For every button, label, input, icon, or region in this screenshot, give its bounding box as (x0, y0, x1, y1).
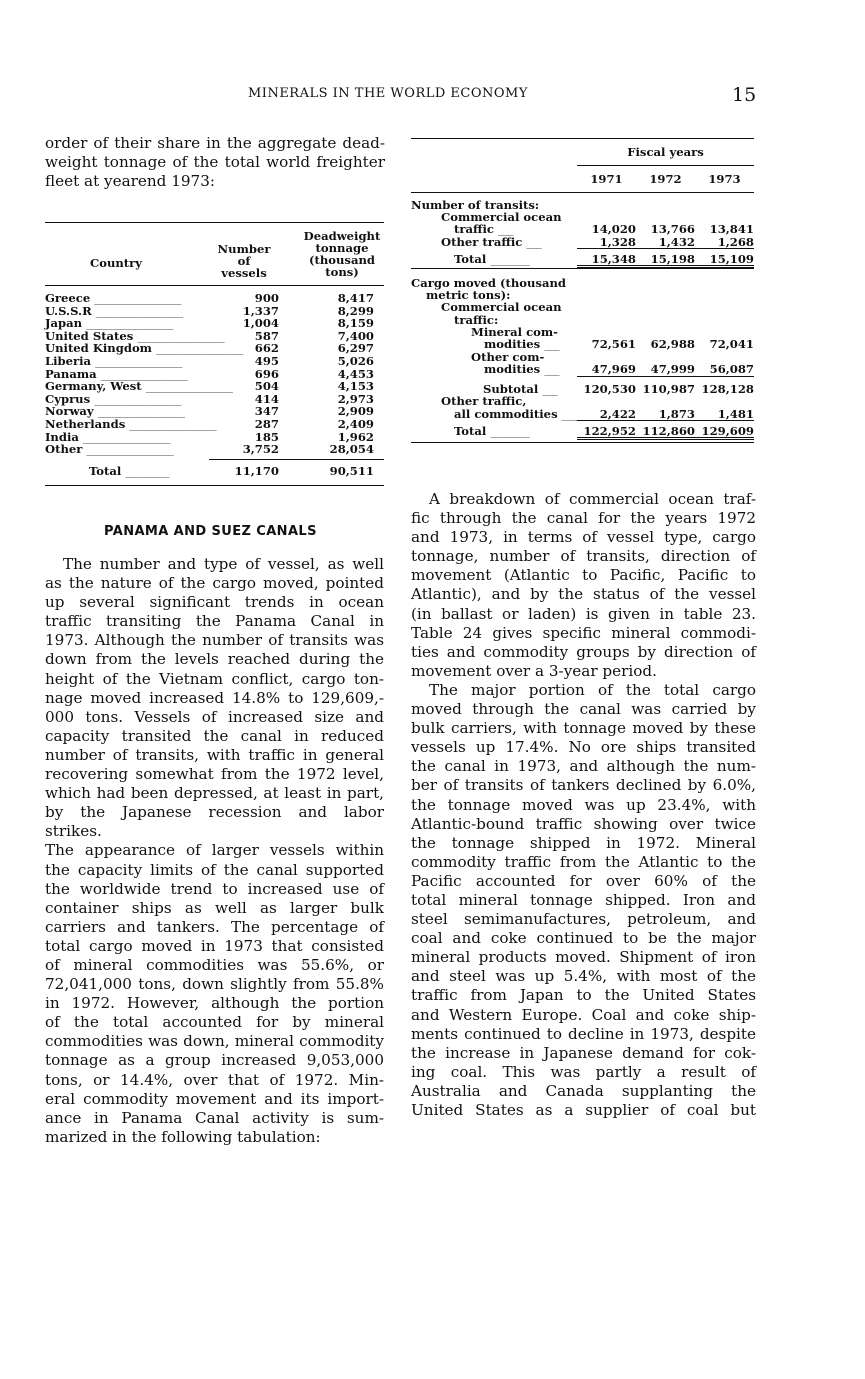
col-header-tonnage: (thousand (308, 253, 375, 267)
text-line: and 1973, in terms of vessel type, cargo (411, 528, 756, 547)
vessel-count: 3,752 (242, 442, 279, 457)
row-label: Total (454, 251, 487, 266)
text-line: the capacity limits of the canal supported (45, 860, 384, 879)
value-1971: 122,952 (583, 423, 636, 438)
intro-line: order of their share in the aggregate dead- (45, 134, 385, 152)
left-intro (45, 134, 385, 191)
value-1972: 13,766 (650, 222, 695, 237)
text-line: movement (Atlantic to Pacific, Pacific to (411, 566, 756, 585)
page-number: 15 (732, 84, 757, 106)
table-row: Subtotal ___ 120,530 110,987 128,128 (483, 382, 754, 397)
value-1973: 1,481 (717, 406, 754, 421)
country-name: Norway (45, 404, 94, 419)
country-name: Netherlands (45, 416, 126, 431)
value-1972: 15,198 (650, 251, 695, 266)
text-line: 000 tons. Vessels of increased size and (45, 707, 384, 726)
table-row: Other __________________ 3,752 28,054 (45, 442, 374, 457)
country-name: Panama (45, 366, 97, 381)
tonnage-value: 2,409 (337, 416, 374, 431)
text-line: down from the levels reached during the (45, 650, 384, 669)
text-line: as the nature of the cargo moved, pointed (45, 574, 384, 593)
value-1973 (695, 289, 754, 301)
country-name: Other (45, 442, 83, 457)
text-line: fic through the canal for the years 1972 (411, 509, 756, 528)
value-1973 (695, 395, 754, 407)
total-vessels: 11,170 (234, 463, 279, 478)
text-line: movement over a 3-year period. (411, 661, 657, 680)
vessel-count: 1,337 (242, 303, 279, 318)
col-header-tonnage: tonnage (315, 241, 369, 255)
country-name: United Kingdom (45, 341, 152, 356)
text-line: the tonnage moved was up 23.4%, with (411, 795, 756, 814)
left-body-text (45, 555, 384, 1147)
text-line: ments continued to decline in 1973, despite (411, 1024, 756, 1043)
table-row: modities ___ 47,969 47,999 56,087 (484, 362, 754, 377)
value-1971 (577, 395, 636, 407)
value-1973: 129,609 (701, 423, 754, 438)
tonnage-value: 8,159 (337, 316, 374, 331)
value-1973 (695, 314, 754, 326)
row-label: Cargo moved (thousand (411, 276, 566, 291)
text-line: nage moved increased 14.8% to 129,609,- (45, 688, 384, 707)
row-label: Mineral com- (471, 324, 558, 339)
value-1973: 56,087 (709, 362, 754, 377)
value-1971: 1,328 (599, 234, 636, 249)
row-label: Total (454, 423, 487, 438)
text-line: vessels up 17.4%. No ore ships transited (411, 738, 756, 757)
text-line: carriers and tankers. The percentage of (45, 917, 384, 936)
value-1972: 1,432 (658, 234, 695, 249)
vessel-count: 900 (254, 291, 279, 305)
table-row: Liberia __________________ 495 5,026 (45, 353, 374, 368)
fiscal-years-table (411, 138, 754, 443)
col-header-tonnage: Deadweight (303, 229, 381, 243)
intro-line: weight tonnage of the total world freighter (45, 153, 385, 172)
text-line: of mineral commodities was 55.6%, or (45, 955, 384, 974)
text-line: steel semimanufactures, petroleum, and (411, 910, 756, 929)
value-1973: 1,268 (717, 234, 754, 249)
value-1971 (577, 289, 636, 301)
table-row (411, 326, 754, 338)
text-line: Atlantic-bound traffic showing over twice (411, 814, 756, 833)
value-1972: 1,873 (658, 406, 695, 421)
value-1972: 112,860 (642, 423, 695, 438)
tonnage-value: 4,153 (337, 379, 374, 394)
row-label: Subtotal (483, 382, 539, 397)
running-header: MINERALS IN THE WORLD ECONOMY (248, 86, 528, 101)
text-line: Australia and Canada supplanting the (411, 1081, 756, 1100)
text-line: the tonnage shipped in 1972. Mineral (411, 833, 756, 852)
text-line: number of transits, with traffic in general (45, 745, 384, 764)
country-name: Greece (45, 291, 91, 305)
row-label: Other traffic, (441, 394, 527, 409)
value-1971 (577, 301, 636, 313)
value-1972: 62,988 (650, 337, 695, 352)
text-line: The number and type of vessel, as well (63, 555, 384, 573)
text-line: total mineral tonnage shipped. Iron and (411, 890, 756, 909)
value-1971 (577, 277, 636, 289)
text-line: and steel was up 5.4%, with most of the (411, 967, 756, 986)
table-row: all commodities ___ 2,422 1,873 1,481 (454, 406, 754, 421)
text-line: moved through the canal was carried by (411, 700, 756, 719)
value-1973 (695, 277, 754, 289)
country-name: United States (45, 328, 134, 343)
value-1972 (636, 301, 695, 313)
right-body-text (411, 490, 756, 1120)
vessel-count: 662 (254, 341, 279, 356)
vessel-count: 1,004 (242, 316, 279, 331)
value-1971: 120,530 (583, 382, 636, 397)
total-tonnage: 90,511 (329, 463, 374, 478)
text-line: Pacific accounted for over 60% of the (411, 871, 756, 890)
text-line: traffic transiting the Panama Canal in (45, 612, 384, 631)
row-label: modities (484, 362, 541, 377)
text-line: A breakdown of commercial ocean traf- (429, 490, 756, 508)
row-label: traffic (454, 222, 494, 237)
row-label: modities (484, 337, 541, 352)
col-header-country: Country (89, 256, 143, 270)
value-1971 (577, 199, 636, 211)
vessel-count: 495 (254, 353, 279, 368)
value-1972: 110,987 (642, 382, 695, 397)
row-label: traffic: (454, 312, 499, 327)
intro-line: fleet at yearend 1973: (45, 172, 215, 191)
value-1971: 2,422 (599, 406, 636, 421)
vessel-count: 414 (254, 391, 279, 406)
value-1973: 13,841 (709, 222, 754, 237)
value-1972 (636, 289, 695, 301)
text-line: the canal in 1973, and although the num- (411, 757, 756, 776)
text-line: traffic from Japan to the United States (411, 986, 756, 1005)
row-label: Other traffic (441, 234, 523, 249)
table-header (45, 223, 384, 285)
table-row: Other traffic ___ 1,328 1,432 1,268 (441, 234, 754, 249)
table-row: Netherlands __________________ 287 2,409 (45, 416, 374, 431)
tonnage-value: 2,973 (337, 391, 374, 406)
table-row: Total ________ 122,952 112,860 129,609 (454, 423, 754, 438)
row-label: metric tons): (426, 288, 511, 303)
vessel-count: 185 (254, 429, 279, 444)
country-name: U.S.S.R (45, 303, 92, 318)
country-name: Japan (45, 316, 83, 331)
value-1973 (695, 199, 754, 211)
text-line: recovering somewhat from the 1972 level, (45, 765, 384, 784)
table-row: modities ___ 72,561 62,988 72,041 (484, 337, 754, 352)
table-row (411, 351, 754, 363)
year-1971: 1971 (590, 172, 623, 186)
text-line: mineral products moved. Shipment of iron (411, 948, 756, 967)
text-line: commodity traffic from the Atlantic to the (411, 852, 756, 871)
vessel-count: 696 (254, 366, 279, 381)
value-1972 (636, 277, 695, 289)
value-1971: 47,969 (591, 362, 636, 377)
country-name: Liberia (45, 353, 92, 368)
table-row: Total ________ 15,348 15,198 15,109 (454, 251, 754, 266)
text-line: The appearance of larger vessels within (45, 841, 384, 860)
table-row: United Kingdom __________________ 662 6,297 (45, 341, 374, 356)
value-1971: 72,561 (591, 337, 636, 352)
text-line: coal and coke continued to be the major (411, 929, 756, 948)
year-header-row (411, 166, 754, 192)
value-1973: 72,041 (709, 337, 754, 352)
text-line: ber of transits of tankers declined by 6.0%, (411, 776, 756, 795)
text-line: commodities was down, mineral commodity (45, 1032, 384, 1051)
year-1973: 1973 (708, 172, 741, 186)
text-line: tons, or 14.4%, over that of 1972. Min- (45, 1070, 384, 1089)
table-row: Cyprus __________________ 414 2,973 (45, 391, 374, 406)
text-line: eral commodity movement and its import- (45, 1089, 384, 1108)
tonnage-value: 4,453 (337, 366, 374, 381)
row-label: Number of transits: (411, 198, 540, 212)
table-row: Japan __________________ 1,004 8,159 (45, 316, 374, 331)
value-1972 (636, 314, 695, 326)
tonnage-value: 28,054 (329, 442, 374, 457)
value-1972 (636, 395, 695, 407)
section-heading: PANAMA AND SUEZ CANALS (104, 524, 317, 539)
table-row: traffic ___ 14,020 13,766 13,841 (454, 222, 754, 237)
tonnage-value: 5,026 (337, 353, 374, 368)
text-line: of the total accounted for by mineral (45, 1013, 384, 1032)
row-label: all commodities (454, 406, 558, 421)
value-1972: 47,999 (650, 362, 695, 377)
table-row: Greece __________________ 900 8,417 (45, 291, 374, 305)
col-header-vessels: of (237, 254, 251, 268)
table-row: Norway __________________ 347 2,909 (45, 404, 374, 419)
text-line: height of the Vietnam conflict, cargo ton- (45, 669, 384, 688)
text-line: which had been depressed, at least in part, (45, 784, 384, 803)
value-1973 (695, 301, 754, 313)
value-1971: 14,020 (591, 222, 636, 237)
text-line: tonnage, number of transits, direction of (411, 547, 756, 566)
text-line: the increase in Japanese demand for cok- (411, 1043, 756, 1062)
table-row: Germany, West __________________ 504 4,153 (45, 379, 374, 394)
tonnage-value: 8,299 (337, 303, 374, 318)
value-1972 (636, 199, 695, 211)
text-line: bulk carriers, with tonnage moved by these (411, 719, 756, 738)
table-row: U.S.S.R __________________ 1,337 8,299 (45, 303, 374, 318)
country-name: India (45, 429, 79, 444)
vessel-count: 504 (254, 379, 279, 394)
tonnage-value: 7,400 (337, 328, 374, 343)
table-row: Panama __________________ 696 4,453 (45, 366, 374, 381)
col-header-vessels: vessels (221, 266, 267, 280)
text-line: 72,041,000 tons, down slightly from 55.8% (45, 975, 384, 994)
tonnage-value: 8,417 (337, 291, 374, 305)
year-1972: 1972 (649, 172, 682, 186)
table-row: India __________________ 185 1,962 (45, 429, 374, 444)
text-line: Atlantic), and by the status of the vessel (411, 585, 756, 604)
fiscal-years-header: Fiscal years (627, 145, 704, 159)
tonnage-value: 2,909 (337, 404, 374, 419)
row-label: Commercial ocean (441, 210, 562, 225)
text-line: container ships as well as larger bulk (45, 898, 384, 917)
value-1971: 15,348 (591, 251, 636, 266)
text-line: ing coal. This was partly a result of (411, 1062, 756, 1081)
value-1971 (577, 314, 636, 326)
text-line: 1973. Although the number of transits was (45, 631, 384, 650)
vessel-count: 587 (254, 328, 279, 343)
table-row (411, 314, 754, 326)
col-header-tonnage: tons) (325, 265, 359, 279)
text-line: marized in the following tabulation: (45, 1127, 321, 1146)
tonnage-value: 1,962 (337, 429, 374, 444)
text-line: by the Japanese recession and labor strikes. (45, 803, 384, 841)
text-line: ties and commodity groups by direction of (411, 642, 756, 661)
row-label: Other com- (471, 350, 545, 365)
text-line: Table 24 gives specific mineral commodi- (411, 623, 756, 642)
text-line: capacity transited the canal in reduced (45, 726, 384, 745)
country-name: Cyprus (45, 391, 91, 406)
text-line: (in ballast or laden) is given in table 23. (411, 604, 756, 623)
text-line: in 1972. However, although the portion (45, 994, 384, 1013)
vessel-count: 287 (254, 416, 279, 431)
vessel-count: 347 (254, 404, 279, 419)
text-line: The major portion of the total cargo (429, 680, 756, 699)
tonnage-value: 6,297 (337, 341, 374, 356)
col-header-vessels: Number (217, 242, 271, 256)
text-line: ance in Panama Canal activity is sum- (45, 1108, 384, 1127)
table-total-row: Total _________ 11,170 90,511 (89, 463, 374, 478)
text-line: up several significant trends in ocean (45, 593, 384, 612)
value-1973: 128,128 (701, 382, 754, 397)
country-tonnage-table (45, 222, 384, 486)
value-1973: 15,109 (709, 251, 754, 266)
text-line: total cargo moved in 1973 that consisted (45, 936, 384, 955)
text-line: the worldwide trend to increased use of (45, 879, 384, 898)
country-name: Germany, West (45, 379, 142, 394)
text-line: United States as a supplier of coal but (411, 1101, 756, 1119)
text-line: and Western Europe. Coal and coke ship- (411, 1005, 756, 1024)
text-line: tonnage as a group increased 9,053,000 (45, 1051, 384, 1070)
table-row: United States __________________ 587 7,400 (45, 328, 374, 343)
total-label: Total (89, 463, 122, 478)
row-label: Commercial ocean (441, 300, 562, 315)
